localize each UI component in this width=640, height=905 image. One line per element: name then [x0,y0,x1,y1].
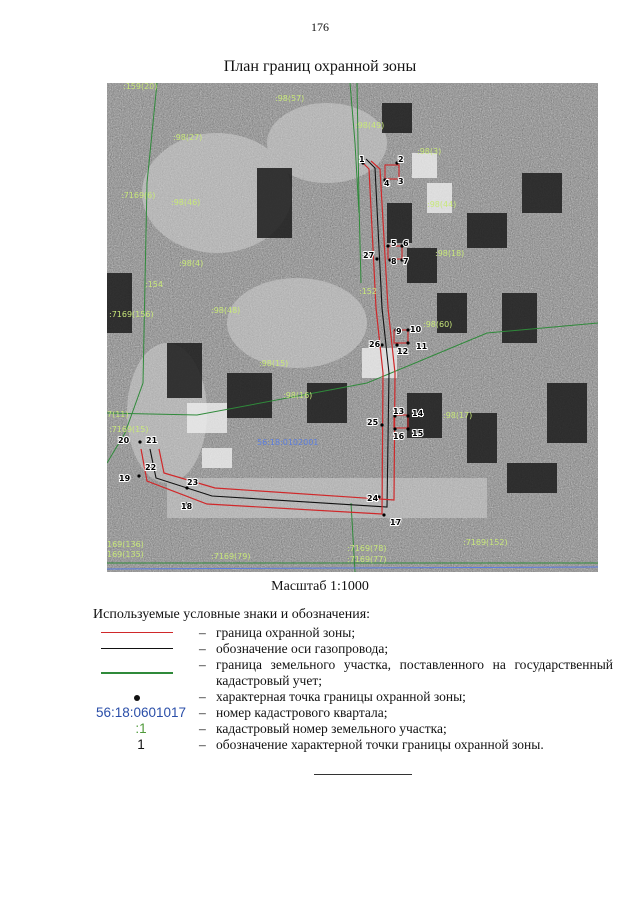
legend-symbol-dot [93,689,189,705]
point-label: 12 [397,347,409,356]
legend-text: обозначение характерной точки границы охранной зоны. [216,737,544,752]
point-label: 1 [359,155,365,164]
parcel-label: :152 [359,287,377,296]
legend-dash: – [199,689,206,704]
legend-text: характерная точка границы охранной зоны; [216,689,466,704]
page-number: 176 [311,20,329,34]
parcel-label: 169(136) [107,540,144,549]
point-label: 27 [363,251,375,260]
legend-text: номер кадастрового квартала; [216,705,388,720]
parcel-label: :98(16) [283,391,313,400]
legend-symbol-parcel [93,721,189,737]
parcel-label: :98(49) [355,121,385,130]
aerial-map [107,83,598,572]
parcel-label: :98(57) [275,94,305,103]
point-label: 24 [367,494,379,503]
legend-dash: – [199,721,206,736]
legend-symbol-red-line [93,625,189,641]
parcel-label: :7169(79) [211,552,251,561]
point-label: 2 [398,155,404,164]
parcel-label: :98(17) [443,411,473,420]
legend-symbol-green-line [93,665,189,681]
parcel-label: :7169(78) [347,544,387,553]
page-title: План границ охранной зоны [223,58,417,75]
legend-text: кадастровый номер земельного участка; [216,721,447,736]
legend-symbol-black-line [93,641,189,657]
parcel-label: :7169(152) [463,538,508,547]
point-label: 13 [393,407,405,416]
legend-dash: – [199,705,206,720]
point-label: 9 [396,327,402,336]
point-label: 7 [403,257,409,266]
parcel-label: :98(3) [417,147,442,156]
point-label: 10 [410,325,422,334]
point-label: 5 [391,239,397,248]
legend-symbol-quarter [93,705,189,721]
scale-label: Масштаб 1:1000 [271,579,369,594]
quarter-number: 56:18:0102001 [257,438,319,447]
legend-text: граница земельного участка, поставленного на государственный кадастровый учет; [216,657,613,688]
parcel-label: :7169(77) [347,555,387,564]
point-label: 20 [118,436,130,445]
legend-symbol-text: 1 [137,737,145,752]
point-label: 4 [384,179,390,188]
parcel-label: :98(15) [259,359,289,368]
point-label: 25 [367,418,379,427]
point-label: 8 [391,257,397,266]
parcel-label: :98(60) [423,320,453,329]
parcel-label: 169(135) [107,550,144,559]
point-label: 6 [403,239,409,248]
parcel-label: :159(20) [123,83,158,91]
legend-heading: Используемые условные знаки и обозначения: [93,607,371,622]
legend-dash: – [199,641,206,656]
parcel-label: :154 [145,280,163,289]
point-label: 22 [145,463,157,472]
parcel-label: :98(4) [179,259,204,268]
legend-text: обозначение оси газопровода; [216,641,389,656]
parcel-label: :7169(156) [109,310,154,319]
parcel-label: :98(44) [427,200,457,209]
legend-symbol-point-number [93,737,189,753]
point-label: 15 [412,429,424,438]
parcel-label: :98(18) [435,249,465,258]
parcel-label: :98(48) [211,306,241,315]
point-label: 21 [146,436,158,445]
point-label: 19 [119,474,131,483]
parcel-label: :98(46) [171,198,201,207]
parcel-label: :7169(15) [109,425,149,434]
point-label: 14 [412,409,424,418]
point-label: 18 [181,502,193,511]
legend-dash: – [199,625,206,640]
parcel-label: :7169(6) [121,191,156,200]
parcel-label: 7(11) [107,410,129,419]
legend-symbol-text: :1 [135,721,147,736]
point-label: 17 [390,518,402,527]
legend-dash: – [199,657,206,672]
legend-symbol-text: 56:18:0601017 [95,705,187,720]
parcel-label: :98(27) [173,133,203,142]
point-label: 23 [187,478,199,487]
point-label: 26 [369,340,381,349]
point-label: 11 [416,342,428,351]
legend-dash: – [199,737,206,752]
point-label: 16 [393,432,405,441]
legend-text: граница охранной зоны; [216,625,356,640]
signature-line [314,774,412,775]
dot-icon [134,695,140,701]
point-label: 3 [398,177,404,186]
